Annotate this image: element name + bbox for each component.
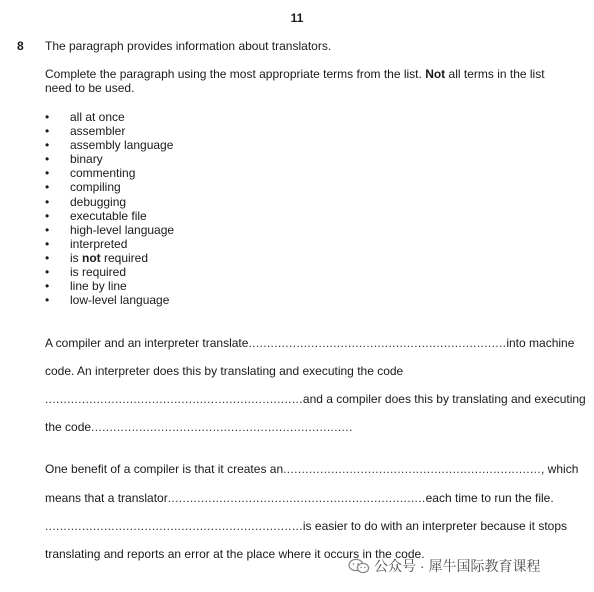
list-item [45,265,174,279]
list-item [45,152,174,166]
bullet: • [45,138,50,153]
list-item [45,195,174,209]
term-label-pre: is [70,250,82,265]
paragraph-text: each time to run the file. [425,491,554,505]
paragraph-line-7 [45,519,568,533]
list-item [45,279,174,293]
answer-blank-6[interactable]: ...................................................................... [45,519,303,533]
term-label: interpreted [70,236,128,251]
bullet: • [45,250,50,265]
term-label: compiling [70,180,121,195]
answer-blank-2[interactable]: ...................................................................... [45,392,303,406]
bullet: • [45,208,50,223]
answer-blank-4[interactable]: ...................................................................... [283,462,542,476]
term-label-not-bold: not [82,250,101,265]
list-item [45,110,174,124]
instructions-text-a: Complete the paragraph using the most appropriate terms from the list. [45,67,426,81]
list-item [45,251,174,265]
term-label: executable file [70,208,147,223]
paragraph-text: . [348,420,353,434]
term-label: low-level language [70,293,170,308]
paragraph-line-6 [45,491,559,505]
paragraph-line-1 [45,336,575,350]
answer-blank-5[interactable]: ...................................................................... [167,491,426,505]
list-item [45,124,174,138]
watermark [348,556,540,576]
bullet: • [45,180,50,195]
bullet: • [45,194,50,209]
bullet: • [45,293,50,308]
term-label-post: required [100,250,149,265]
bullet: • [45,110,50,124]
bullet: • [45,265,50,280]
bullet: • [45,236,50,251]
wechat-icon [348,558,370,574]
paragraph-text: translating and reports an error at the place where it occurs in the code. [45,547,425,561]
paragraph-text: into machine [506,336,575,350]
paragraph-text: means that a translator [45,491,168,505]
list-item [45,209,174,223]
paragraph-text: A compiler and an interpreter translate [45,336,249,350]
page-number: 11 [290,11,304,25]
list-item [45,223,174,237]
paragraph-text: and a compiler does this by translating and executing [302,392,586,406]
term-label: assembler [70,124,126,139]
term-label: line by line [70,279,127,294]
list-item [45,138,174,152]
instructions-text-b: all terms in the list need to be used. [45,67,545,95]
paragraph-text: , which [541,462,579,476]
instructions-not-bold: Not [425,67,446,81]
question-instructions [45,67,565,95]
answer-blank-3[interactable]: ...................................................................... [91,420,349,434]
question-intro: The paragraph provides information about translators. [45,39,332,53]
answer-blank-1[interactable]: ...................................................................... [248,336,507,350]
list-item [45,166,174,180]
term-label: all at once [70,110,125,124]
term-label: commenting [70,166,136,181]
term-list [45,110,174,307]
bullet: • [45,152,50,167]
paragraph-line-4 [45,420,559,434]
list-item [45,180,174,194]
term-label: high-level language [70,222,175,237]
term-label: assembly language [70,138,174,153]
term-label: binary [70,152,103,167]
bullet: • [45,124,50,139]
bullet: • [45,166,50,181]
paragraph-line-2 [45,364,559,378]
term-label: debugging [70,194,127,209]
paragraph-text: code. An interpreter does this by translating and executing the code [45,364,404,378]
list-item [45,237,174,251]
paragraph-text: the code [45,420,92,434]
paragraph-text: is easier to do with an interpreter because it stops [302,519,568,533]
term-label: is required [70,265,127,280]
bullet: • [45,279,50,294]
list-item [45,293,174,307]
paragraph-line-5 [45,462,579,476]
question-number: 8 [17,39,24,53]
bullet: • [45,222,50,237]
paragraph-text: One benefit of a compiler is that it creates an [45,462,284,476]
watermark-text: 公众号 · 犀牛国际教育课程 [374,558,541,574]
paragraph-line-3 [45,392,586,406]
